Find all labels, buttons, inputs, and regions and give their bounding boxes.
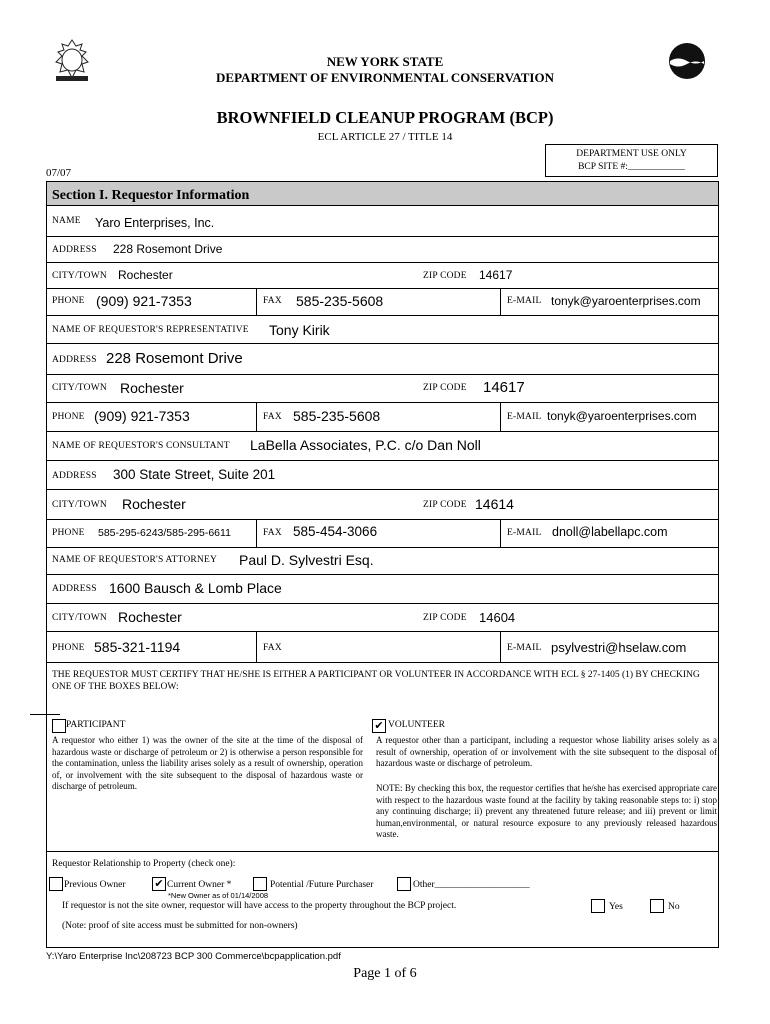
email-label: E-MAIL <box>507 643 542 653</box>
email-label: E-MAIL <box>507 528 542 538</box>
site-access-question: If requestor is not the site owner, requestor will have access to the property throughout the BCP project. <box>62 901 457 911</box>
city-label: CITY/TOWN <box>52 271 107 281</box>
email-label: E-MAIL <box>507 412 542 422</box>
previous-owner-checkbox[interactable] <box>49 877 63 891</box>
attorney-city-field[interactable]: Rochester <box>118 609 182 625</box>
representative-zip-field[interactable]: 14617 <box>483 379 525 396</box>
other-label: Other____________________ <box>413 880 530 890</box>
address-label: ADDRESS <box>52 355 97 365</box>
header-state: NEW YORK STATE <box>326 54 444 69</box>
attorney-label: NAME OF REQUESTOR'S ATTORNEY <box>52 555 218 565</box>
consultant-fax-field[interactable]: 585-454-3066 <box>293 524 378 539</box>
volunteer-checkbox[interactable]: ✔ <box>372 719 386 733</box>
form-date: 07/07 <box>46 167 72 179</box>
city-label: CITY/TOWN <box>52 613 107 623</box>
requestor-phone-field[interactable]: (909) 921-7353 <box>96 293 192 309</box>
fax-label: FAX <box>263 412 282 422</box>
fax-label: FAX <box>263 643 282 653</box>
relationship-title: Requestor Relationship to Property (check one): <box>52 859 236 869</box>
attorney-phone-field[interactable]: 585-321-1194 <box>94 639 181 655</box>
previous-owner-label: Previous Owner <box>64 880 126 890</box>
fax-label: FAX <box>263 296 282 306</box>
site-access-proof-note: (Note: proof of site access must be submitted for non-owners) <box>62 921 298 931</box>
dept-use-title: DEPARTMENT USE ONLY <box>576 149 687 159</box>
zip-label: ZIP CODE <box>423 383 467 393</box>
address-label: ADDRESS <box>52 584 97 594</box>
consultant-email-field[interactable]: dnoll@labellapc.com <box>552 525 668 539</box>
volunteer-label: VOLUNTEER <box>388 720 445 730</box>
requestor-email-field[interactable]: tonyk@yaroenterprises.com <box>551 294 701 308</box>
consultant-label: NAME OF REQUESTOR'S CONSULTANT <box>52 441 230 451</box>
address-label: ADDRESS <box>52 471 97 481</box>
article-subtitle: ECL ARTICLE 27 / TITLE 14 <box>317 131 453 143</box>
requestor-address-field[interactable]: 228 Rosemont Drive <box>113 242 223 256</box>
access-yes-label: Yes <box>609 902 623 912</box>
access-no-label: No <box>668 902 680 912</box>
participant-label: PARTICIPANT <box>66 720 126 730</box>
address-label: ADDRESS <box>52 245 97 255</box>
zip-label: ZIP CODE <box>423 500 467 510</box>
city-label: CITY/TOWN <box>52 500 107 510</box>
representative-label: NAME OF REQUESTOR'S REPRESENTATIVE <box>52 325 249 335</box>
requestor-city-field[interactable]: Rochester <box>118 268 173 282</box>
header-department: DEPARTMENT OF ENVIRONMENTAL CONSERVATION <box>216 70 554 85</box>
consultant-address-field[interactable]: 300 State Street, Suite 201 <box>113 467 276 482</box>
program-title: BROWNFIELD CLEANUP PROGRAM (BCP) <box>216 108 554 127</box>
representative-name-field[interactable]: Tony Kirik <box>269 322 330 338</box>
requestor-zip-field[interactable]: 14617 <box>479 268 513 282</box>
bcp-site-field: BCP SITE #:____________ <box>578 162 685 172</box>
page-number: Page 1 of 6 <box>353 966 417 981</box>
email-label: E-MAIL <box>507 296 542 306</box>
phone-label: PHONE <box>52 643 85 653</box>
consultant-name-field[interactable]: LaBella Associates, P.C. c/o Dan Noll <box>250 437 481 453</box>
margin-mark <box>30 714 60 715</box>
consultant-phone-field[interactable]: 585-295-6243/585-295-6611 <box>98 527 231 539</box>
volunteer-note: NOTE: By checking this box, the requestor certifies that he/she has exercised appropriate care with respect to the hazardous waste found at the facility by taking reasonable steps to: i) stop any continuing discharge; ii) prevent any threatened future release; and iii) prevent or limit human,environmental, or natural resource exposure to any previously released hazardous waste. <box>376 783 717 840</box>
representative-address-field[interactable]: 228 Rosemont Drive <box>106 350 243 367</box>
participant-checkbox[interactable] <box>52 719 66 733</box>
city-label: CITY/TOWN <box>52 383 107 393</box>
attorney-name-field[interactable]: Paul D. Sylvestri Esq. <box>239 552 374 568</box>
access-yes-checkbox[interactable] <box>591 899 605 913</box>
other-checkbox[interactable] <box>397 877 411 891</box>
participant-description: A requestor who either 1) was the owner of the site at the time of the disposal of hazardous waste or discharge of petroleum or 2) is otherwise a person responsible for the contamination, unless the liability arises solely as a result of ownership, operation of, or involvement with the site subsequent to the disposal of hazardous waste or discharge of petroleum. <box>52 735 363 792</box>
representative-fax-field[interactable]: 585-235-5608 <box>293 408 381 424</box>
name-label: NAME <box>52 216 81 226</box>
phone-label: PHONE <box>52 412 85 422</box>
file-path-footer: Y:\Yaro Enterprise Inc\208723 BCP 300 Commerce\bcpapplication.pdf <box>46 951 341 962</box>
attorney-zip-field[interactable]: 14604 <box>479 610 516 625</box>
current-owner-checkbox[interactable]: ✔ <box>152 877 166 891</box>
zip-label: ZIP CODE <box>423 271 467 281</box>
fax-label: FAX <box>263 528 282 538</box>
future-purchaser-label: Potential /Future Purchaser <box>270 880 374 890</box>
volunteer-description: A requestor other than a participant, including a requestor whose liability arises solely as a result of ownership, operation of or involvement with the site subsequent to the disposal of hazardous waste or discharge of petroleum. <box>376 735 717 769</box>
attorney-address-field[interactable]: 1600 Bausch & Lomb Place <box>109 580 282 596</box>
current-owner-label: Current Owner * <box>167 880 232 890</box>
future-purchaser-checkbox[interactable] <box>253 877 267 891</box>
representative-phone-field[interactable]: (909) 921-7353 <box>94 408 190 424</box>
requestor-name-field[interactable]: Yaro Enterprises, Inc. <box>95 216 215 230</box>
representative-email-field[interactable]: tonyk@yaroenterprises.com <box>547 409 697 423</box>
section-title: Section I. Requestor Information <box>52 188 250 203</box>
department-use-box <box>545 144 718 177</box>
certify-instructions: THE REQUESTOR MUST CERTIFY THAT HE/SHE IS EITHER A PARTICIPANT OR VOLUNTEER IN ACCORDANCE WITH ECL § 27-1405 (1) BY CHECKING ONE OF THE BOXES BELOW: <box>52 670 700 692</box>
access-no-checkbox[interactable] <box>650 899 664 913</box>
consultant-zip-field[interactable]: 14614 <box>475 496 514 512</box>
phone-label: PHONE <box>52 296 85 306</box>
representative-city-field[interactable]: Rochester <box>120 380 184 396</box>
zip-label: ZIP CODE <box>423 613 467 623</box>
new-owner-note: *New Owner as of 01/14/2008 <box>168 891 269 900</box>
requestor-fax-field[interactable]: 585-235-5608 <box>296 293 384 309</box>
attorney-email-field[interactable]: psylvestri@hselaw.com <box>551 640 687 655</box>
consultant-city-field[interactable]: Rochester <box>122 496 186 512</box>
phone-label: PHONE <box>52 528 85 538</box>
